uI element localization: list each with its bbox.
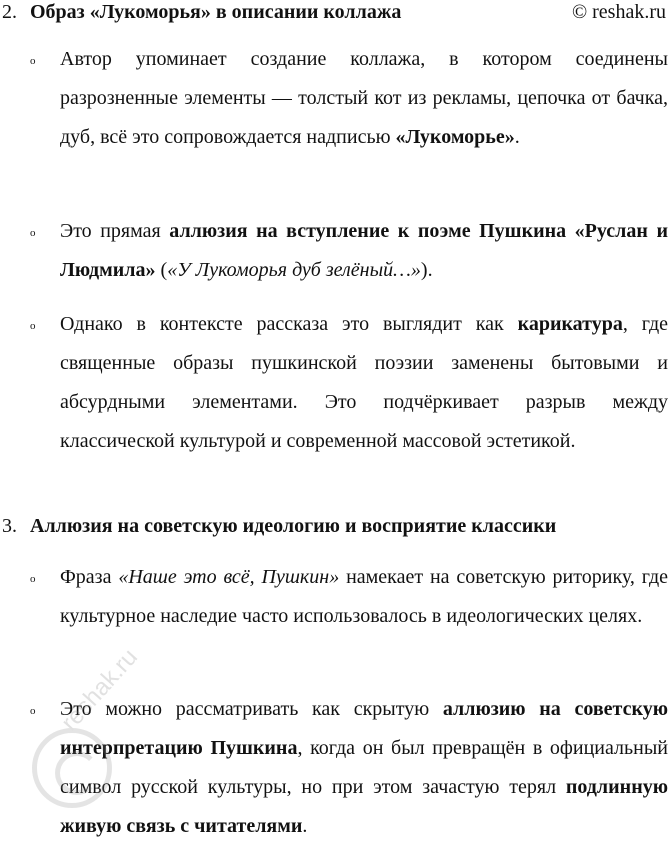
text-run: . [302,815,308,837]
bullet-marker-icon: o [30,55,36,67]
section-heading [2,514,556,538]
bold-text: «Лукоморье» [395,126,515,148]
text-run: ). [420,259,433,281]
text-run: Однако в контексте рассказа это выглядит как [60,313,518,335]
bullet-item [30,212,668,290]
bullet-text [60,48,668,148]
bullet-text [60,313,668,452]
bullet-text [60,566,668,627]
text-run: Это прямая [60,220,170,242]
text-run: , где священные образы пушкинской поэзии заменены бытовыми и абсурдными элементами. Это подчёркивает разрыв между классической культурой и современной массовой эстетикой. [60,313,668,452]
bullet-item [30,558,668,636]
italic-quote: «Наше это всё, Пушкин» [118,566,340,588]
bullet-marker-icon: o [30,320,36,332]
text-run: Фраза [60,566,119,588]
bold-text: подлинную живую связь с читателями [60,776,668,837]
text-run: . [514,126,520,148]
bullet-item [30,40,668,157]
watermark-text: reshak.ru [56,643,144,737]
section-heading [2,0,401,24]
bold-text: аллюзия на вступление к поэме Пушкина «Руслан и Людмила» [60,220,668,281]
copyright-label: © reshak.ru [571,1,666,23]
section-number: 3. [2,515,17,537]
bold-text: карикатура [517,313,623,335]
text-run: , когда он был превращён в официальный символ русской культуры, но при этом зачастую терял [60,737,668,798]
bullet-text [60,698,668,837]
bullet-marker-icon: o [30,227,36,239]
text-run: намекает на советскую риторику, где культурное наследие часто использовалось в идеологических целях. [60,566,668,627]
italic-quote: «У Лукоморья дуб зелёный…» [167,259,421,281]
bullet-text [60,220,668,281]
bold-text: аллюзию на советскую интерпретацию Пушкина [60,698,669,759]
bullet-item [30,305,668,461]
section-number: 2. [2,1,17,23]
section-title: Образ «Лукоморья» в описании коллажа [30,1,402,23]
bullet-marker-icon: o [30,705,36,717]
text-run: Это можно рассматривать как скрытую [60,698,443,720]
text-run: ( [155,259,168,281]
text-run: Автор упоминает создание коллажа, в котором соединены разрозненные элементы — толстый кот из рекламы, цепочка от бачка, дуб, всё это сопровождается надписью [60,48,668,148]
bullet-marker-icon: o [30,573,36,585]
section-title: Аллюзия на советскую идеологию и восприятие классики [30,515,557,537]
